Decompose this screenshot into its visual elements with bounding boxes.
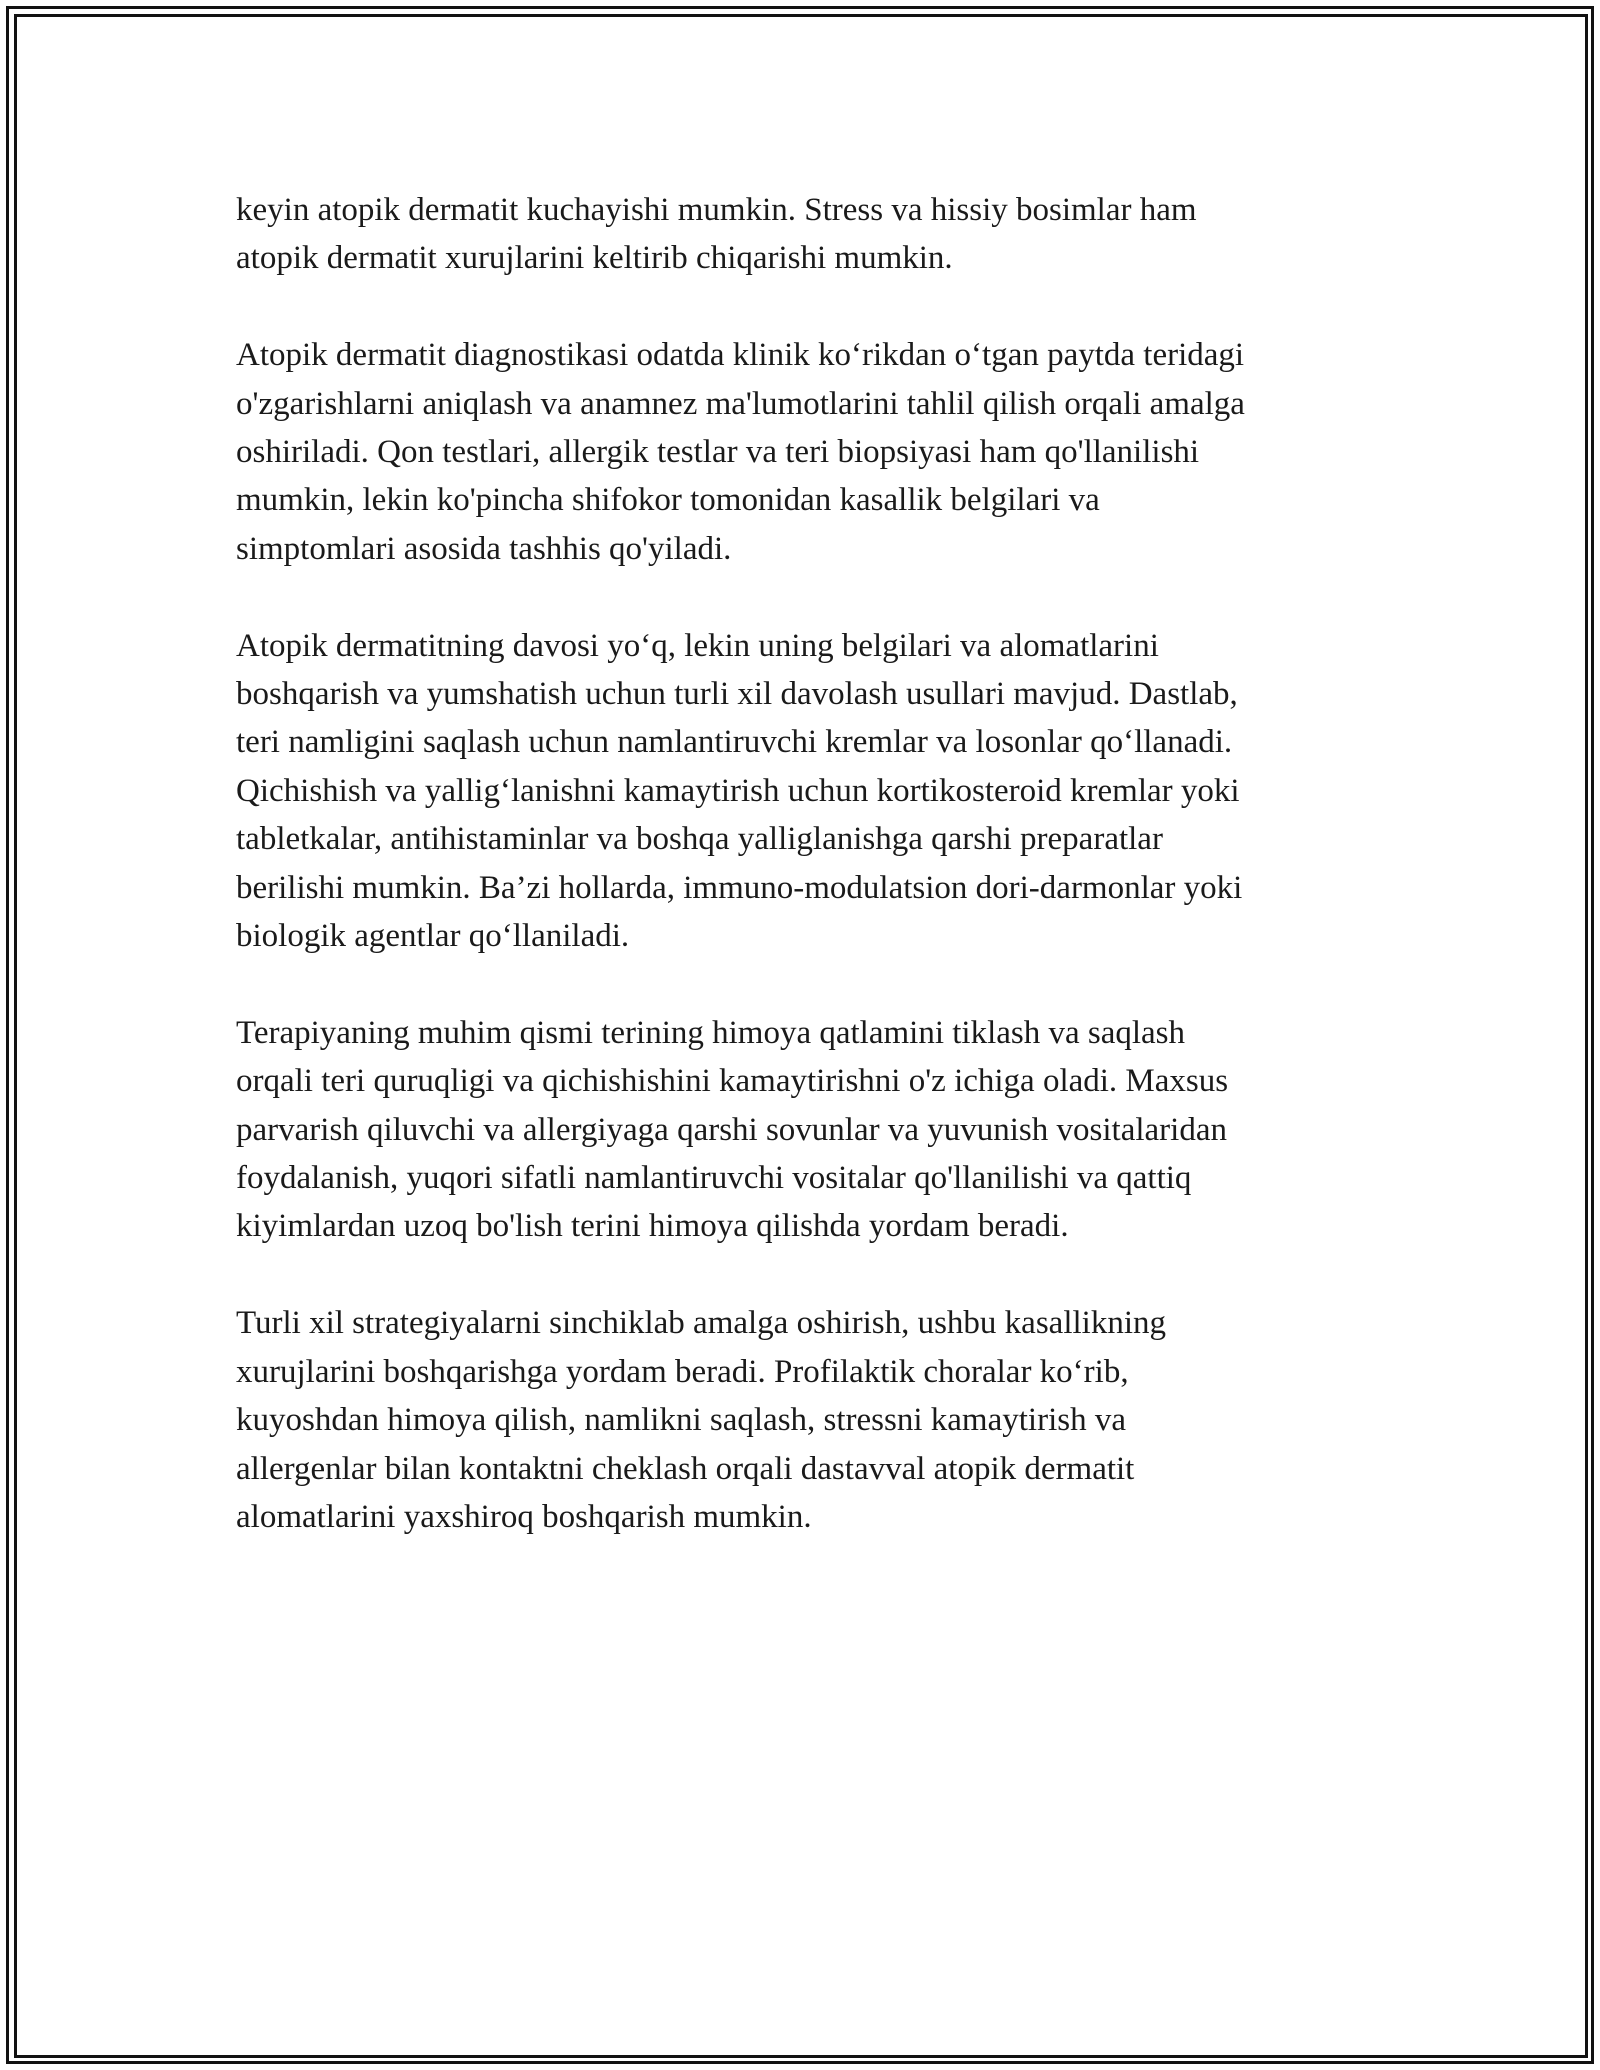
text-line: teri namligini saqlash uchun namlantiruvchi kremlar va losonlar qo‘llanadi. (236, 724, 1233, 761)
text-line: berilishi mumkin. Ba’zi hollarda, immuno-modulatsion dori-darmonlar yoki (236, 869, 1243, 906)
text-line: Qichishish va yallig‘lanishni kamaytirish uchun kortikosteroid kremlar yoki (236, 772, 1240, 809)
text-line: Turli xil strategiyalarni sinchiklab amalga oshirish, ushbu kasallikning (236, 1305, 1166, 1342)
paragraph (236, 1299, 1386, 1541)
text-line: keyin atopik dermatit kuchayishi mumkin. Stress va hissiy bosimlar ham (236, 192, 1197, 228)
text-line: alomatlarini yaxshiroq boshqarish mumkin. (236, 1498, 812, 1535)
text-line: kiyimlardan uzoq bo'lish terini himoya qilishda yordam beradi. (236, 1208, 1069, 1245)
text-line: Atopik dermatitning davosi yo‘q, lekin uning belgilari va alomatlarini (236, 627, 1159, 664)
text-line: foydalanish, yuqori sifatli namlantiruvchi vositalar qo'llanilishi va qattiq (236, 1160, 1192, 1197)
text-line: simptomlari asosida tashhis qo'yiladi. (236, 530, 732, 567)
text-line: parvarish qiluvchi va allergiyaga qarshi sovunlar va yuvunish vositalaridan (236, 1111, 1227, 1148)
paragraph (236, 1009, 1386, 1251)
text-line: biologik agentlar qo‘llaniladi. (236, 918, 630, 955)
text-line: o'zgarishlarni aniqlash va anamnez ma'lumotlarini tahlil qilish orqali amalga (236, 385, 1245, 422)
paragraph (236, 331, 1386, 573)
text-line: atopik dermatit xurujlarini keltirib chiqarishi mumkin. (236, 240, 953, 277)
document-body (236, 186, 1386, 1590)
text-line: orqali teri quruqligi va qichishishini kamaytirishni o'z ichiga oladi. Maxsus (236, 1063, 1229, 1100)
text-line: Atopik dermatit diagnostikasi odatda klinik ko‘rikdan o‘tgan paytda teridagi (236, 337, 1245, 374)
text-line: mumkin, lekin ko'pincha shifokor tomonidan kasallik belgilari va (236, 482, 1100, 519)
text-line: oshiriladi. Qon testlari, allergik testlar va teri biopsiyasi ham qo'llanilishi (236, 434, 1200, 471)
text-line: kuyoshdan himoya qilish, namlikni saqlash, stressni kamaytirish va (236, 1402, 1126, 1439)
text-line: boshqarish va yumshatish uchun turli xil davolash usullari mavjud. Dastlab, (236, 676, 1238, 713)
text-line: allergenlar bilan kontaktni cheklash orqali dastavval atopik dermatit (236, 1450, 1135, 1487)
text-line: Terapiyaning muhim qismi terining himoya qatlamini tiklash va saqlash (236, 1014, 1186, 1051)
paragraph (236, 622, 1386, 961)
text-line: xurujlarini boshqarishga yordam beradi. Profilaktik choralar ko‘rib, (236, 1353, 1129, 1390)
paragraph (236, 186, 1386, 283)
text-line: tabletkalar, antihistaminlar va boshqa yalliglanishga qarshi preparatlar (236, 821, 1163, 858)
